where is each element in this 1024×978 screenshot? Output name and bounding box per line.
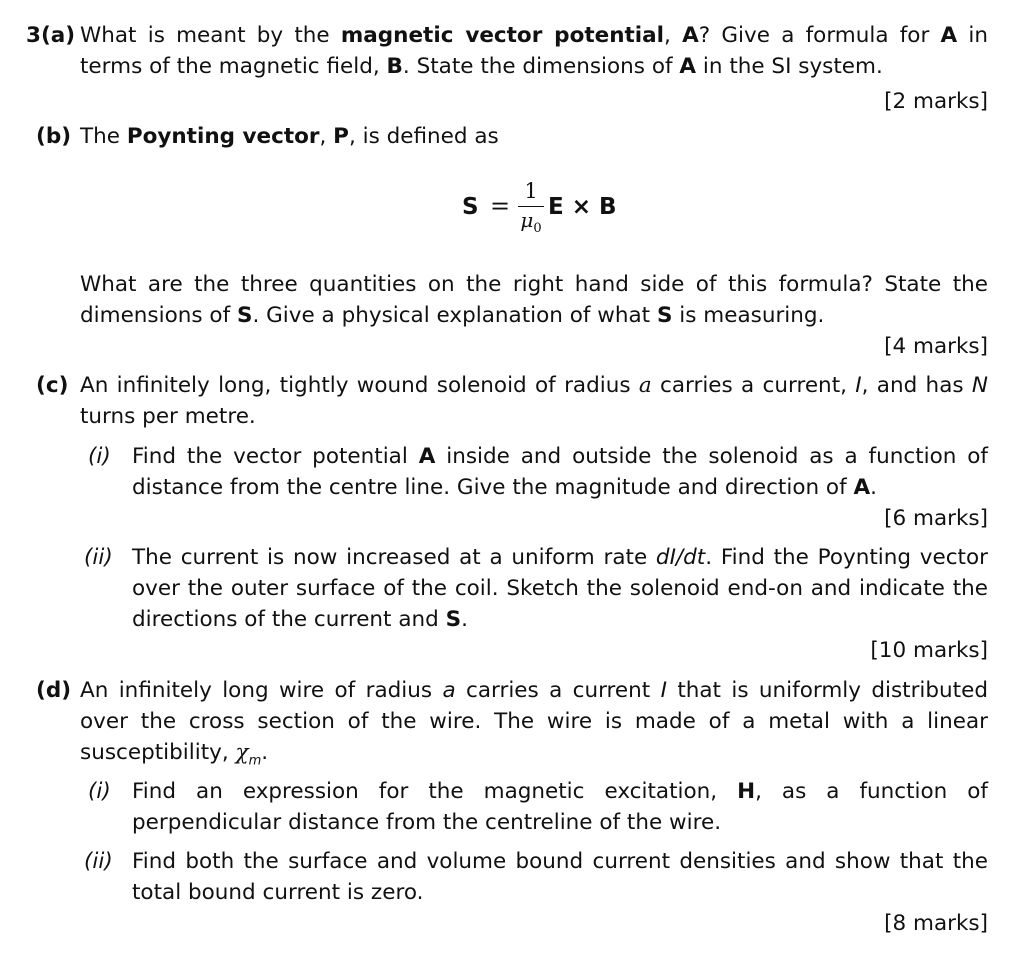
part-d-marks: [8 marks] (884, 911, 988, 936)
poynting-equation (462, 178, 617, 248)
part-d-ii-label: (ii) (84, 849, 113, 874)
part-a-marks: [2 marks] (884, 89, 988, 114)
equation-lhs: S (462, 194, 479, 220)
part-c-i-marks: [6 marks] (884, 506, 988, 531)
fraction-denominator: $\mu_0$ (520, 208, 542, 237)
question-number: 3(a) (26, 23, 76, 48)
equation-equals: = (490, 192, 511, 220)
part-d-i-label: (i) (88, 779, 111, 804)
part-c-i-label: (i) (88, 444, 111, 469)
equation-fraction (516, 178, 546, 240)
part-b-label: (b) (36, 124, 72, 149)
equation-rhs: E × B (548, 194, 617, 220)
part-a-text: What is meant by the magnetic vector potential, A? Give a formula for A in terms of the magnetic field, B. State the dimensions of A in the SI system. (80, 23, 988, 79)
part-d-ii-text: Find both the surface and volume bound current densities and show that the total bound current is zero. (132, 849, 988, 905)
fraction-numerator: 1 (524, 179, 538, 203)
part-c-ii-marks: [10 marks] (870, 638, 988, 663)
part-c-ii-label: (ii) (84, 545, 113, 570)
part-b-intro: The Poynting vector, P, is defined as (80, 124, 499, 149)
fraction-bar (518, 206, 544, 207)
part-c-label: (c) (36, 373, 69, 398)
part-c-i-text: Find the vector potential A inside and outside the solenoid as a function of distance from the centre line. Give the magnitude and direction of A. (132, 444, 988, 500)
part-c-ii-text: The current is now increased at a uniform rate dI/dt. Find the Poynting vector over the outer surface of the coil. Sketch the solenoid end-on and indicate the directions of the current and S. (132, 545, 988, 632)
part-d-text: An infinitely long wire of radius a carries a current I that is uniformly distributed over the cross section of the wire. The wire is made of a metal with a linear susceptibility, $\chi_m$. (80, 678, 988, 769)
part-b-marks: [4 marks] (884, 334, 988, 359)
part-d-i-text: Find an expression for the magnetic excitation, H, as a function of perpendicular distance from the centreline of the wire. (132, 779, 989, 835)
part-d-label: (d) (36, 678, 72, 703)
part-b-question: What are the three quantities on the right hand side of this formula? State the dimensions of S. Give a physical explanation of what S is measuring. (80, 272, 988, 328)
part-c-text: An infinitely long, tightly wound solenoid of radius a carries a current, I, and has N turns per metre. (80, 373, 988, 429)
